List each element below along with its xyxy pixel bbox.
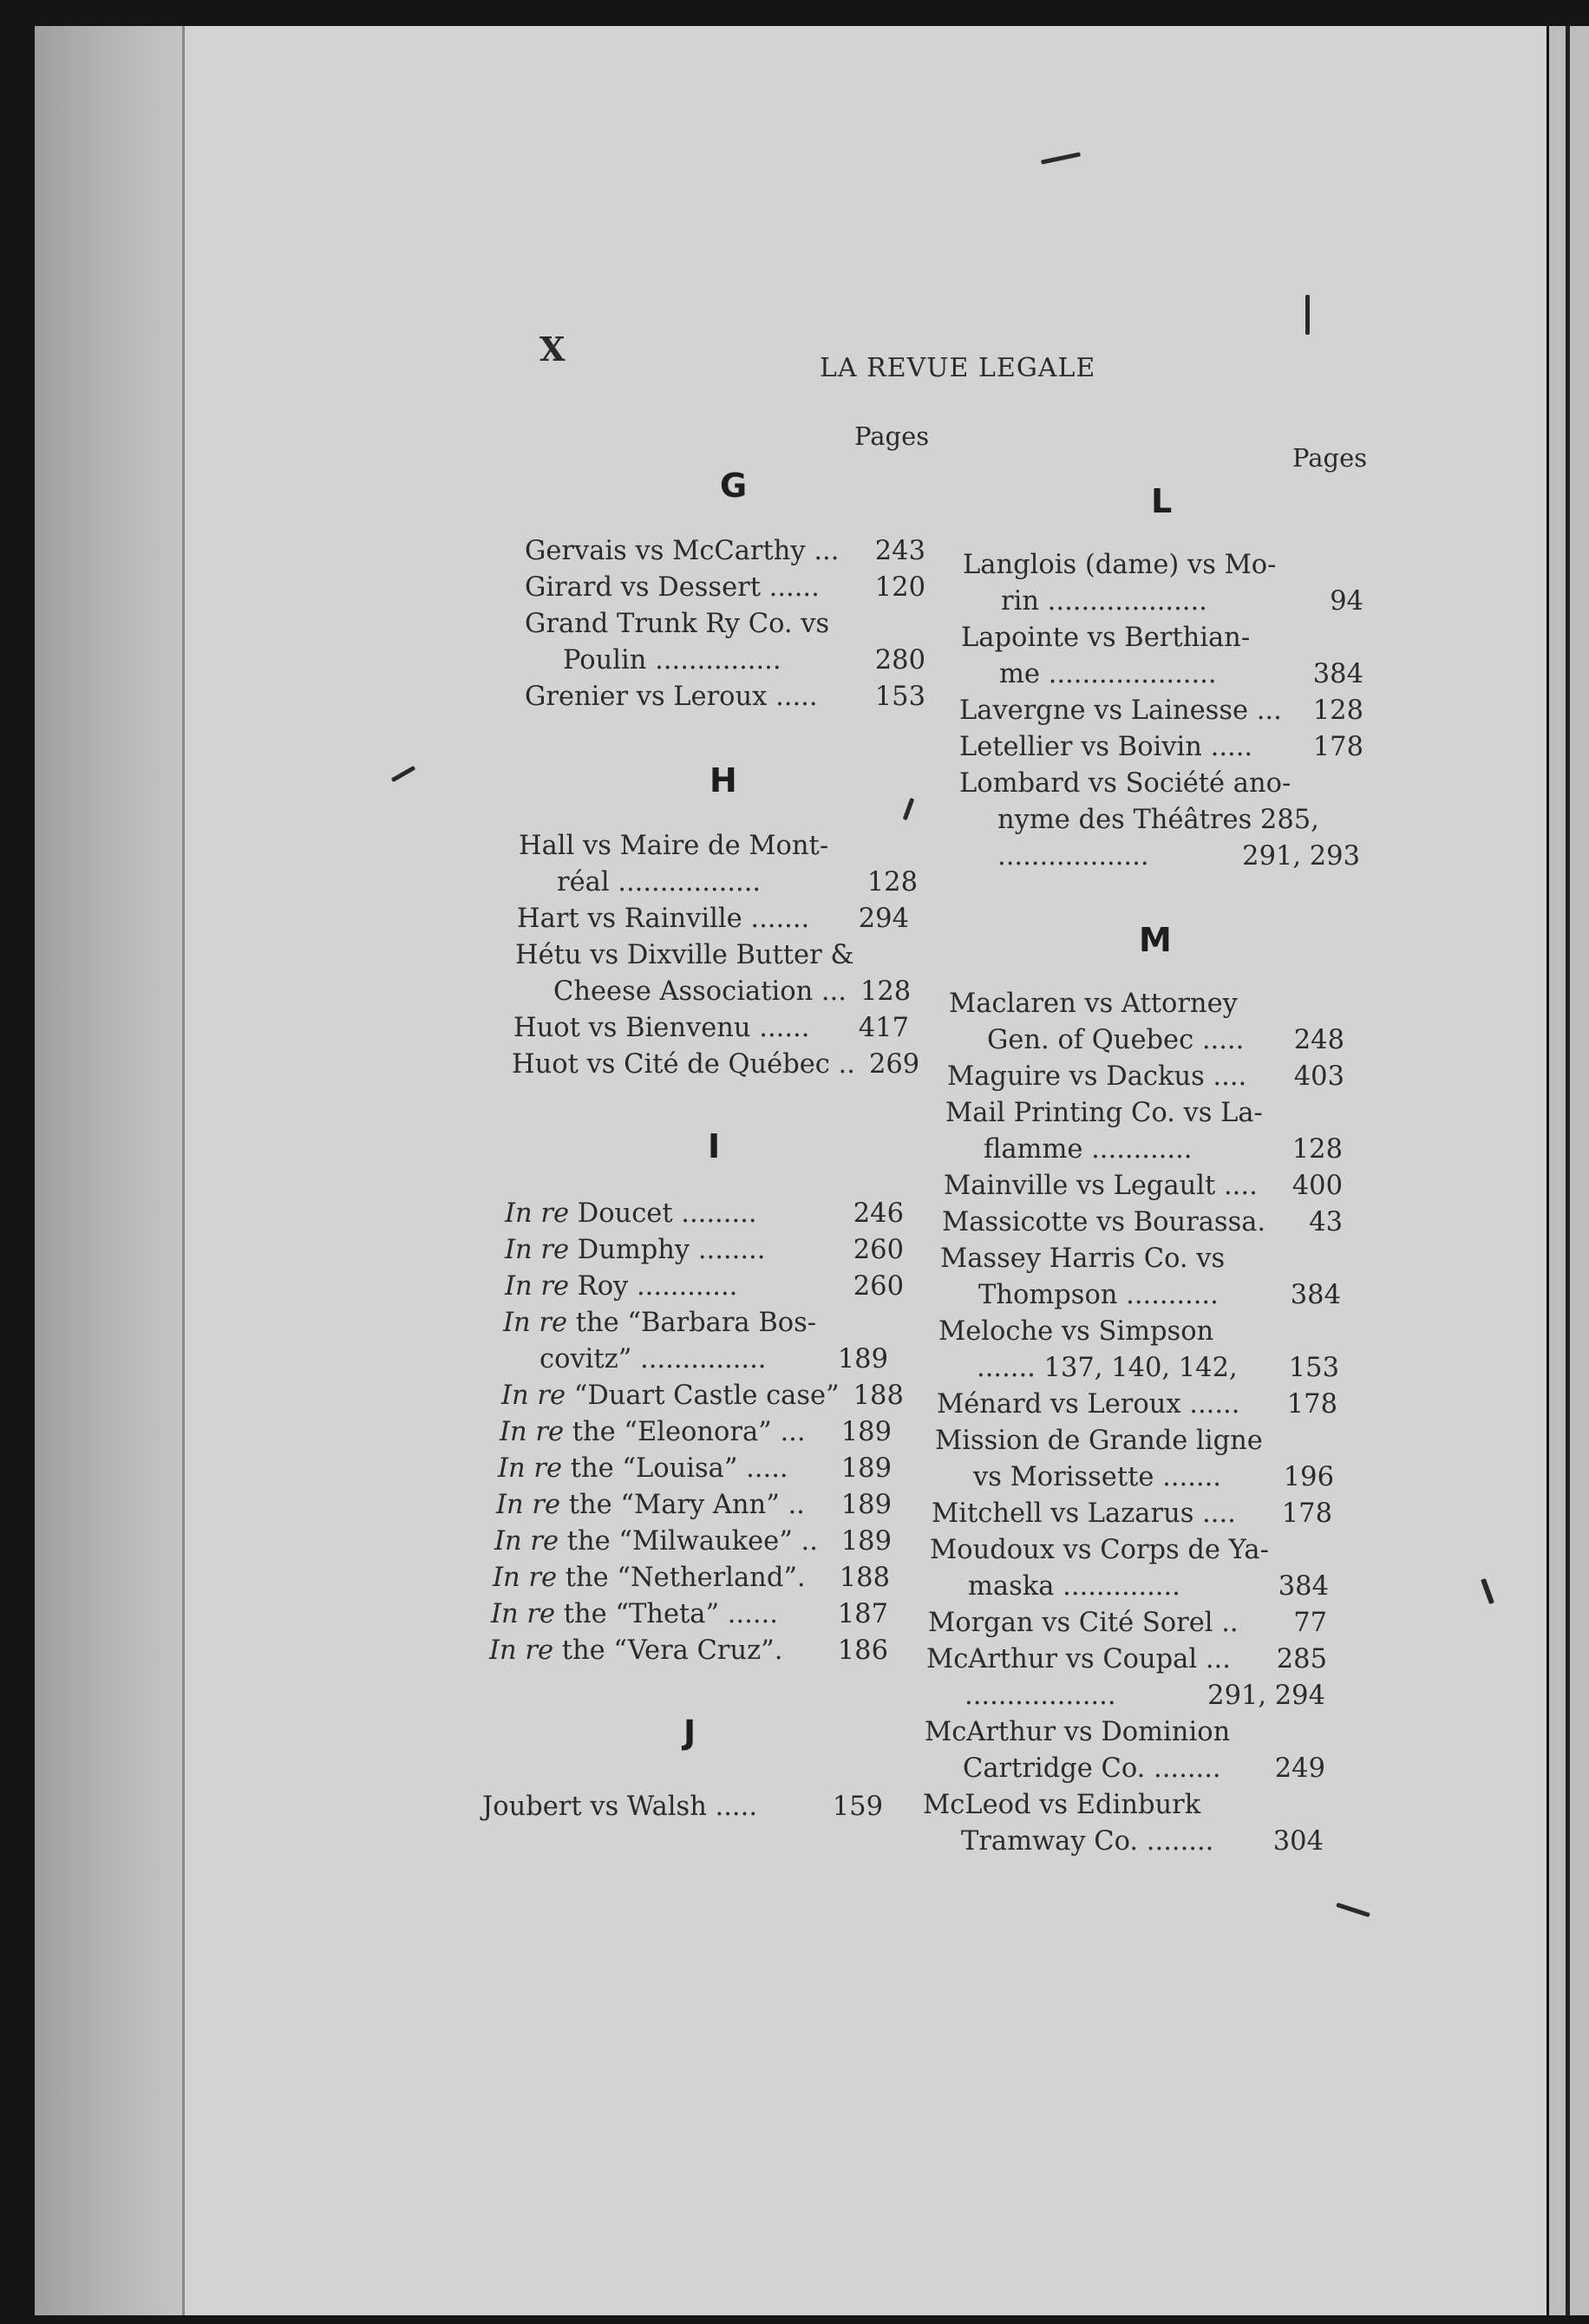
index-entry: .................. 291, 294: [965, 1681, 1325, 1711]
index-entry: In re the “Netherland”. 188: [493, 1563, 890, 1593]
index-entry: Poulin ............... 280: [563, 645, 925, 676]
index-entry: vs Morissette ....... 196: [973, 1462, 1334, 1492]
index-entry: McArthur vs Coupal ... 285: [926, 1644, 1327, 1674]
index-entry: Maclaren vs Attorney: [949, 989, 1238, 1019]
index-entry: Gervais vs McCarthy ... 243: [525, 536, 925, 566]
index-entry: Meloche vs Simpson: [938, 1316, 1214, 1347]
index-entry: Morgan vs Cité Sorel .. 77: [928, 1608, 1327, 1638]
index-entry: In re the “Louisa” ..... 189: [498, 1453, 892, 1484]
index-entry: McLeod vs Edinburk: [923, 1790, 1201, 1820]
index-entry: In re the “Barbara Bos-: [503, 1308, 817, 1338]
index-entry: In re the “Mary Ann” .. 189: [496, 1490, 892, 1520]
index-entry: Ménard vs Leroux ...... 178: [937, 1389, 1337, 1420]
index-entry: nyme des Théâtres 285,: [997, 805, 1319, 835]
section-letter-h: H: [709, 761, 737, 800]
section-letter-m: M: [1139, 921, 1172, 959]
index-entry: Thompson ........... 384: [978, 1280, 1341, 1310]
index-entry: Letellier vs Boivin ..... 178: [959, 732, 1363, 762]
index-entry: me .................... 384: [999, 659, 1363, 689]
index-entry: Mitchell vs Lazarus .... 178: [932, 1498, 1332, 1529]
section-letter-j: J: [683, 1714, 696, 1752]
index-entry: Lombard vs Société ano-: [959, 768, 1291, 799]
index-entry: Mission de Grande ligne: [935, 1426, 1263, 1456]
folio-number: X: [539, 330, 566, 369]
section-letter-i: I: [708, 1127, 721, 1165]
index-entry: Girard vs Dessert ...... 120: [525, 572, 925, 603]
index-entry: maska .............. 384: [968, 1571, 1329, 1602]
index-entry: Lavergne vs Lainesse ... 128: [959, 695, 1363, 726]
index-entry: ....... 137, 140, 142, 153: [977, 1353, 1339, 1383]
index-entry: réal ................. 128: [557, 867, 918, 898]
index-entry: In re the “Vera Cruz”. 186: [489, 1635, 888, 1666]
index-entry: Cartridge Co. ........ 249: [963, 1753, 1325, 1784]
index-entry: Tramway Co. ........ 304: [961, 1826, 1324, 1857]
index-entry: Huot vs Cité de Québec .. 269: [512, 1049, 920, 1080]
index-entry: Hart vs Rainville ....... 294: [517, 904, 909, 934]
index-entry: Grand Trunk Ry Co. vs: [525, 609, 830, 639]
index-entry: Mainville vs Legault .... 400: [944, 1171, 1343, 1201]
index-entry: In re Roy ............ 260: [505, 1271, 904, 1302]
index-entry: In re “Duart Castle case” 188: [501, 1381, 904, 1411]
index-entry: Lapointe vs Berthian-: [961, 623, 1251, 653]
gutter-line: [1566, 26, 1570, 2315]
section-letter-l: L: [1151, 482, 1173, 520]
index-entry: covitz” ............... 189: [539, 1344, 888, 1374]
index-entry: Grenier vs Leroux ..... 153: [525, 682, 925, 712]
index-entry: Gen. of Quebec ..... 248: [987, 1025, 1344, 1055]
index-entry: flamme ............ 128: [984, 1134, 1343, 1165]
index-entry: Hétu vs Dixville Butter &: [515, 940, 854, 970]
index-entry: McArthur vs Dominion: [925, 1717, 1231, 1747]
index-entry: In re Dumphy ........ 260: [505, 1235, 904, 1265]
section-letter-g: G: [720, 467, 748, 505]
index-entry: Moudoux vs Corps de Ya-: [930, 1535, 1269, 1565]
index-entry: Langlois (dame) vs Mo-: [963, 550, 1277, 580]
index-entry: In re the “Theta” ...... 187: [491, 1599, 888, 1629]
running-title: LA REVUE LEGALE: [820, 353, 1096, 383]
index-entry: In re Doucet ......... 246: [505, 1198, 904, 1229]
pages-label-left: Pages: [854, 421, 930, 451]
index-entry: Huot vs Bienvenu ...... 417: [513, 1013, 909, 1043]
index-entry: Cheese Association ... 128: [553, 976, 912, 1007]
index-entry: Hall vs Maire de Mont-: [519, 831, 829, 861]
index-entry: Joubert vs Walsh ..... 159: [482, 1792, 883, 1822]
dust-speck: [1305, 295, 1310, 335]
index-entry: Mail Printing Co. vs La-: [945, 1098, 1263, 1128]
index-entry: rin ................... 94: [1001, 586, 1363, 617]
index-entry: Massicotte vs Bourassa. 43: [942, 1207, 1343, 1237]
index-entry: In re the “Milwaukee” .. 189: [494, 1526, 892, 1557]
pages-label-right: Pages: [1292, 443, 1368, 473]
index-entry: Massey Harris Co. vs: [940, 1244, 1226, 1274]
index-entry: .................. 291, 293: [997, 841, 1360, 872]
index-entry: In re the “Eleonora” ... 189: [500, 1417, 892, 1447]
page-edge: [35, 26, 191, 2315]
index-entry: Maguire vs Dackus .... 403: [947, 1061, 1344, 1092]
